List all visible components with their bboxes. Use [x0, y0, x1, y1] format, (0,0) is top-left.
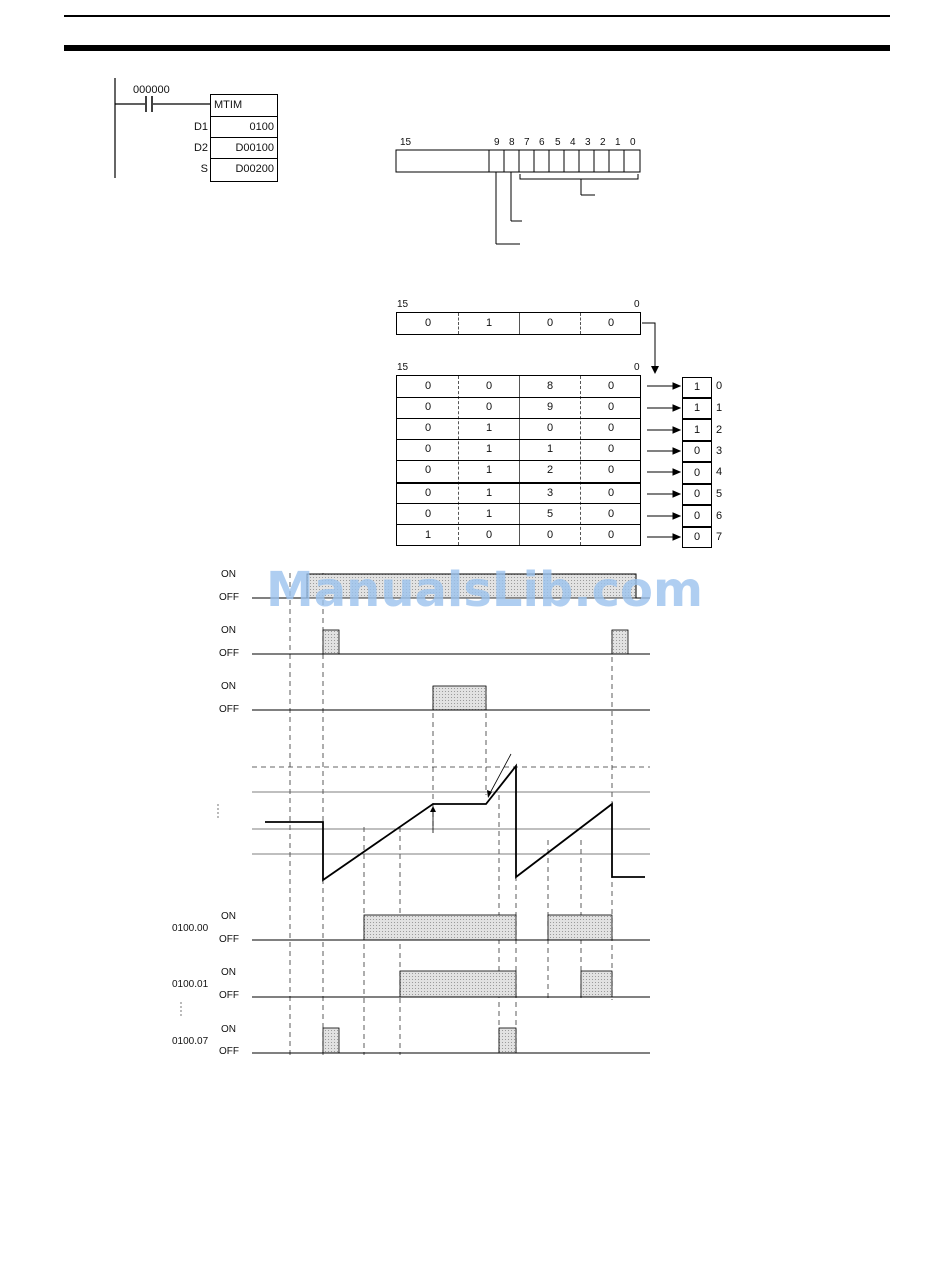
table-cell: 0 — [607, 443, 615, 455]
off-label: OFF — [219, 648, 239, 659]
on-label: ON — [221, 911, 236, 922]
operand-s-label: S — [200, 163, 208, 175]
pause-pulse — [433, 686, 486, 710]
bit-label-1: 1 — [615, 137, 621, 148]
off-label: OFF — [219, 990, 239, 1001]
on-label: ON — [221, 967, 236, 978]
table-cell: 9 — [546, 401, 554, 413]
result-bit-box: 0 — [682, 462, 712, 484]
result-bit-index: 3 — [716, 445, 723, 457]
bit-label-2: 2 — [600, 137, 606, 148]
table-cell: 0 — [424, 422, 432, 434]
table-cell: 0 — [607, 529, 615, 541]
present-value-line — [265, 766, 645, 880]
result-bit-index: 2 — [716, 424, 723, 436]
bit-label-5: 5 — [555, 137, 561, 148]
output-00-on-area-1 — [364, 915, 516, 940]
result-bit-box: 1 — [682, 419, 712, 441]
table-cell: 1 — [546, 443, 554, 455]
bit-label-8: 8 — [509, 137, 515, 148]
table-cell: 0 — [424, 487, 432, 499]
bit-label-15: 15 — [400, 137, 412, 148]
operand-d2-value: D00100 — [211, 137, 277, 158]
off-label: OFF — [219, 1046, 239, 1057]
bit-label-3: 3 — [585, 137, 591, 148]
bit-label-4: 4 — [570, 137, 576, 148]
table-cell: 0 — [424, 380, 432, 392]
on-label: ON — [221, 1024, 236, 1035]
operand-d1-value: 0100 — [211, 116, 277, 137]
bit-label-6: 6 — [539, 137, 545, 148]
table-cell: 1 — [485, 508, 493, 520]
output-07-on-area-1 — [323, 1028, 339, 1053]
result-bit-box: 0 — [682, 441, 712, 462]
table-cell: 0 — [424, 443, 432, 455]
operand-s-value: D00200 — [211, 158, 277, 179]
output-bit-label-0100-00: 0100.00 — [172, 923, 209, 934]
table-cell: 3 — [546, 487, 554, 499]
result-bit-index: 4 — [716, 466, 723, 478]
bit-label-0: 0 — [630, 137, 636, 148]
table-cell: 0 — [607, 380, 615, 392]
table-cell: 0 — [424, 401, 432, 413]
result-bit-box: 1 — [682, 398, 712, 419]
reset-pulse-2 — [612, 630, 628, 654]
single-digit-2: 1 — [485, 317, 493, 329]
result-bit-index: 5 — [716, 488, 723, 500]
instruction-name: MTIM — [214, 99, 243, 111]
result-bit-box: 0 — [682, 505, 712, 527]
table-cell: 0 — [607, 487, 615, 499]
operand-d2-label: D2 — [193, 142, 208, 154]
off-label: OFF — [219, 592, 239, 603]
output-bit-label-0100-07: 0100.07 — [172, 1036, 209, 1047]
table-cell: 1 — [485, 487, 493, 499]
result-bit-index: 0 — [716, 380, 723, 392]
off-label: OFF — [219, 934, 239, 945]
table-cell: 0 — [424, 508, 432, 520]
result-bit-index: 6 — [716, 510, 723, 522]
output-07-on-area-2 — [499, 1028, 516, 1053]
on-label: ON — [221, 681, 236, 692]
table-cell: 1 — [485, 443, 493, 455]
operand-d1-label: D1 — [193, 121, 208, 133]
single-digit-0: 0 — [607, 317, 615, 329]
table-cell: 0 — [546, 422, 554, 434]
output-01-on-area-1 — [400, 971, 516, 997]
bit-label-9: 9 — [494, 137, 500, 148]
single-digit-3: 0 — [424, 317, 432, 329]
table-cell: 1 — [424, 529, 432, 541]
multi-table-bit-low: 0 — [634, 362, 640, 373]
on-label: ON — [221, 569, 236, 580]
result-bit-box: 0 — [682, 527, 712, 548]
single-table-bit-high: 15 — [397, 299, 409, 310]
table-cell: 1 — [485, 422, 493, 434]
result-bit-index: 7 — [716, 531, 723, 543]
table-cell: 0 — [546, 529, 554, 541]
table-cell: 0 — [607, 422, 615, 434]
on-label: ON — [221, 625, 236, 636]
result-bit-box: 0 — [682, 484, 712, 505]
single-digit-1: 0 — [546, 317, 554, 329]
output-00-on-area-2 — [548, 915, 612, 940]
single-table-bit-low: 0 — [634, 299, 640, 310]
watermark-logo: ManualsLib.com — [266, 562, 703, 618]
table-cell: 0 — [607, 464, 615, 476]
multi-table-bit-high: 15 — [397, 362, 409, 373]
result-bit-box: 1 — [682, 377, 712, 398]
table-cell: 0 — [485, 529, 493, 541]
table-cell: 0 — [485, 401, 493, 413]
table-cell: 1 — [485, 464, 493, 476]
table-cell: 0 — [485, 380, 493, 392]
table-cell: 2 — [546, 464, 554, 476]
output-bit-label-0100-01: 0100.01 — [172, 979, 209, 990]
contact-address: 000000 — [133, 84, 170, 96]
reset-pulse-1 — [323, 630, 339, 654]
table-cell: 0 — [424, 464, 432, 476]
bit-label-7: 7 — [524, 137, 530, 148]
table-cell: 5 — [546, 508, 554, 520]
output-01-on-area-2 — [581, 971, 612, 997]
table-cell: 0 — [607, 401, 615, 413]
off-label: OFF — [219, 704, 239, 715]
table-cell: 0 — [607, 508, 615, 520]
table-cell: 8 — [546, 380, 554, 392]
result-bit-index: 1 — [716, 402, 723, 414]
